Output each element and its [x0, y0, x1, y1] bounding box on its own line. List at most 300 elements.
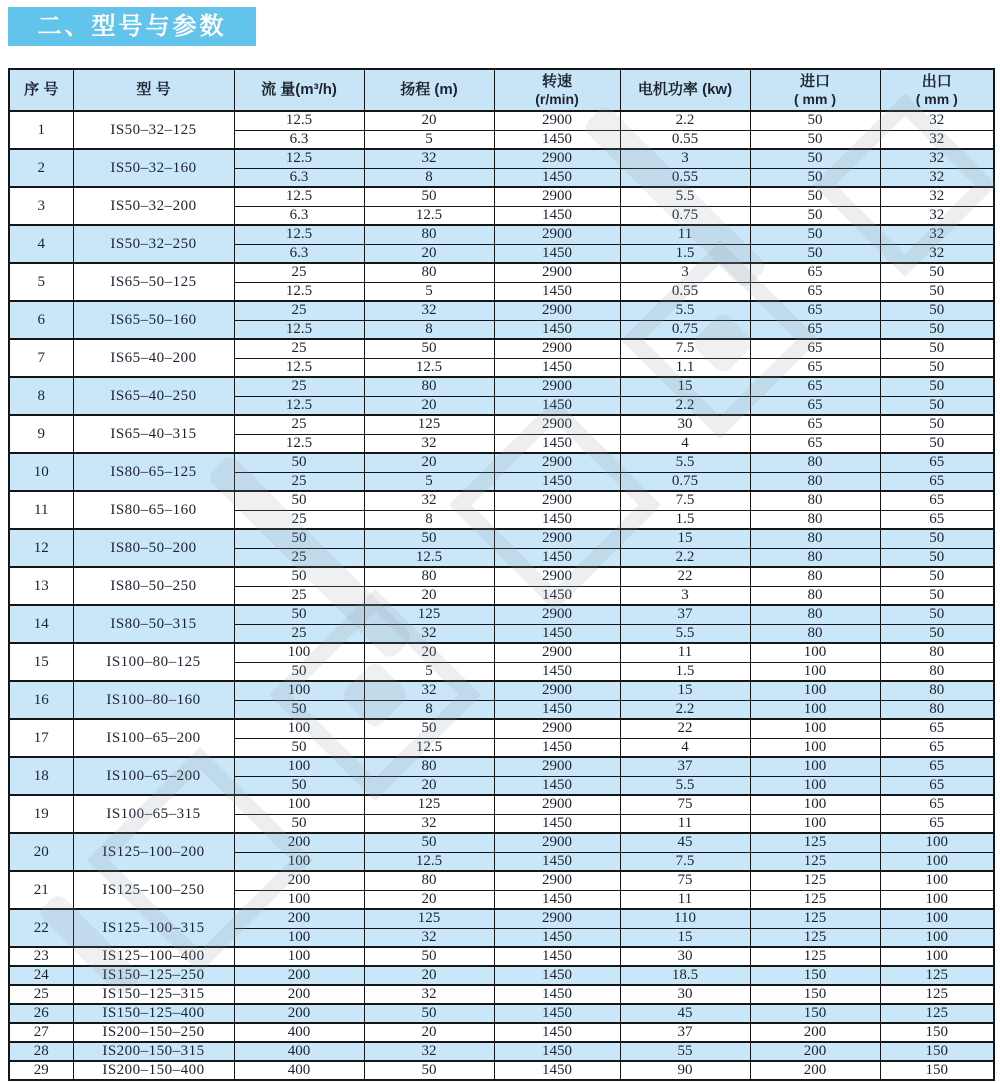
inlet-cell: 65	[750, 339, 880, 358]
serial-cell: 25	[9, 985, 73, 1004]
speed-cell: 1450	[494, 1042, 620, 1061]
head-cell: 32	[364, 149, 494, 168]
table-row	[9, 491, 994, 510]
column-header-1: 型 号	[73, 69, 234, 111]
head-cell: 125	[364, 605, 494, 624]
head-cell: 12.5	[364, 548, 494, 567]
inlet-cell: 65	[750, 377, 880, 396]
model-cell: IS50–32–160	[73, 149, 234, 187]
model-cell: IS125–100–200	[73, 833, 234, 871]
inlet-cell: 65	[750, 301, 880, 320]
inlet-cell: 80	[750, 605, 880, 624]
speed-cell: 2900	[494, 681, 620, 700]
speed-cell: 2900	[494, 605, 620, 624]
inlet-cell: 125	[750, 909, 880, 928]
head-cell: 50	[364, 719, 494, 738]
flow-cell: 100	[234, 852, 364, 871]
head-cell: 50	[364, 833, 494, 852]
power-cell: 75	[620, 795, 750, 814]
head-cell: 20	[364, 396, 494, 415]
outlet-cell: 50	[880, 548, 994, 567]
speed-cell: 1450	[494, 1004, 620, 1023]
speed-cell: 1450	[494, 396, 620, 415]
power-cell: 30	[620, 985, 750, 1004]
flow-cell: 50	[234, 567, 364, 586]
outlet-cell: 32	[880, 149, 994, 168]
inlet-cell: 100	[750, 719, 880, 738]
serial-cell: 26	[9, 1004, 73, 1023]
outlet-cell: 65	[880, 795, 994, 814]
flow-cell: 50	[234, 491, 364, 510]
flow-cell: 12.5	[234, 396, 364, 415]
model-cell: IS65–50–160	[73, 301, 234, 339]
power-cell: 0.75	[620, 472, 750, 491]
serial-cell: 8	[9, 377, 73, 415]
power-cell: 0.75	[620, 206, 750, 225]
head-cell: 5	[364, 130, 494, 149]
outlet-cell: 100	[880, 890, 994, 909]
table-row	[9, 377, 994, 396]
inlet-cell: 65	[750, 282, 880, 301]
head-cell: 32	[364, 1042, 494, 1061]
speed-cell: 2900	[494, 491, 620, 510]
flow-cell: 200	[234, 1004, 364, 1023]
outlet-cell: 125	[880, 966, 994, 985]
inlet-cell: 200	[750, 1023, 880, 1042]
inlet-cell: 125	[750, 871, 880, 890]
head-cell: 8	[364, 168, 494, 187]
inlet-cell: 150	[750, 1004, 880, 1023]
power-cell: 45	[620, 833, 750, 852]
inlet-cell: 80	[750, 510, 880, 529]
head-cell: 8	[364, 320, 494, 339]
inlet-cell: 125	[750, 852, 880, 871]
outlet-cell: 50	[880, 282, 994, 301]
serial-cell: 7	[9, 339, 73, 377]
head-cell: 32	[364, 301, 494, 320]
flow-cell: 25	[234, 263, 364, 282]
model-cell: IS50–32–200	[73, 187, 234, 225]
outlet-cell: 80	[880, 681, 994, 700]
serial-cell: 9	[9, 415, 73, 453]
flow-cell: 50	[234, 700, 364, 719]
inlet-cell: 65	[750, 320, 880, 339]
flow-cell: 12.5	[234, 187, 364, 206]
model-cell: IS200–150–315	[73, 1042, 234, 1061]
head-cell: 5	[364, 282, 494, 301]
power-cell: 0.55	[620, 168, 750, 187]
head-cell: 12.5	[364, 358, 494, 377]
column-header-2: 流 量(m³/h)	[234, 69, 364, 111]
inlet-cell: 50	[750, 225, 880, 244]
inlet-cell: 100	[750, 643, 880, 662]
outlet-cell: 65	[880, 814, 994, 833]
flow-cell: 100	[234, 795, 364, 814]
inlet-cell: 80	[750, 472, 880, 491]
power-cell: 2.2	[620, 111, 750, 130]
head-cell: 32	[364, 624, 494, 643]
table-row	[9, 263, 994, 282]
power-cell: 37	[620, 757, 750, 776]
speed-cell: 1450	[494, 985, 620, 1004]
speed-cell: 1450	[494, 548, 620, 567]
inlet-cell: 80	[750, 453, 880, 472]
flow-cell: 12.5	[234, 358, 364, 377]
table-row	[9, 453, 994, 472]
head-cell: 5	[364, 472, 494, 491]
table-row	[9, 909, 994, 928]
power-cell: 11	[620, 225, 750, 244]
flow-cell: 25	[234, 377, 364, 396]
power-cell: 5.5	[620, 624, 750, 643]
flow-cell: 25	[234, 548, 364, 567]
power-cell: 15	[620, 377, 750, 396]
serial-cell: 6	[9, 301, 73, 339]
power-cell: 22	[620, 719, 750, 738]
head-cell: 125	[364, 909, 494, 928]
outlet-cell: 150	[880, 1023, 994, 1042]
head-cell: 20	[364, 776, 494, 795]
outlet-cell: 65	[880, 719, 994, 738]
model-cell: IS125–100–315	[73, 909, 234, 947]
power-cell: 90	[620, 1061, 750, 1080]
flow-cell: 50	[234, 605, 364, 624]
power-cell: 11	[620, 643, 750, 662]
power-cell: 15	[620, 681, 750, 700]
model-cell: IS65–50–125	[73, 263, 234, 301]
speed-cell: 2900	[494, 263, 620, 282]
inlet-cell: 50	[750, 149, 880, 168]
column-header-7: 出口 ( mm )	[880, 69, 994, 111]
speed-cell: 1450	[494, 966, 620, 985]
head-cell: 80	[364, 225, 494, 244]
head-cell: 20	[364, 643, 494, 662]
inlet-cell: 80	[750, 491, 880, 510]
table-row	[9, 225, 994, 244]
table-header	[9, 69, 994, 111]
speed-cell: 2900	[494, 833, 620, 852]
flow-cell: 200	[234, 871, 364, 890]
power-cell: 75	[620, 871, 750, 890]
outlet-cell: 50	[880, 529, 994, 548]
head-cell: 20	[364, 1023, 494, 1042]
serial-cell: 3	[9, 187, 73, 225]
model-cell: IS50–32–125	[73, 111, 234, 149]
outlet-cell: 125	[880, 985, 994, 1004]
flow-cell: 100	[234, 757, 364, 776]
inlet-cell: 50	[750, 111, 880, 130]
power-cell: 15	[620, 928, 750, 947]
flow-cell: 100	[234, 681, 364, 700]
power-cell: 0.55	[620, 130, 750, 149]
flow-cell: 400	[234, 1023, 364, 1042]
serial-cell: 10	[9, 453, 73, 491]
flow-cell: 25	[234, 472, 364, 491]
power-cell: 37	[620, 605, 750, 624]
power-cell: 7.5	[620, 339, 750, 358]
inlet-cell: 200	[750, 1042, 880, 1061]
flow-cell: 100	[234, 928, 364, 947]
speed-cell: 2900	[494, 339, 620, 358]
inlet-cell: 50	[750, 168, 880, 187]
outlet-cell: 32	[880, 111, 994, 130]
serial-cell: 4	[9, 225, 73, 263]
speed-cell: 2900	[494, 643, 620, 662]
head-cell: 32	[364, 491, 494, 510]
speed-cell: 2900	[494, 149, 620, 168]
serial-cell: 18	[9, 757, 73, 795]
power-cell: 3	[620, 149, 750, 168]
outlet-cell: 50	[880, 624, 994, 643]
flow-cell: 12.5	[234, 225, 364, 244]
speed-cell: 1450	[494, 358, 620, 377]
outlet-cell: 100	[880, 928, 994, 947]
flow-cell: 12.5	[234, 320, 364, 339]
inlet-cell: 50	[750, 244, 880, 263]
table-row	[9, 947, 994, 966]
flow-cell: 12.5	[234, 149, 364, 168]
model-cell: IS100–80–160	[73, 681, 234, 719]
model-cell: IS80–65–160	[73, 491, 234, 529]
outlet-cell: 100	[880, 947, 994, 966]
outlet-cell: 50	[880, 605, 994, 624]
head-cell: 20	[364, 111, 494, 130]
serial-cell: 29	[9, 1061, 73, 1080]
table-row	[9, 605, 994, 624]
speed-cell: 1450	[494, 586, 620, 605]
flow-cell: 6.3	[234, 244, 364, 263]
serial-cell: 17	[9, 719, 73, 757]
speed-cell: 1450	[494, 282, 620, 301]
flow-cell: 100	[234, 643, 364, 662]
speed-cell: 2900	[494, 909, 620, 928]
speed-cell: 2900	[494, 187, 620, 206]
model-cell: IS65–40–250	[73, 377, 234, 415]
model-cell: IS80–50–250	[73, 567, 234, 605]
model-cell: IS65–40–200	[73, 339, 234, 377]
inlet-cell: 50	[750, 206, 880, 225]
flow-cell: 50	[234, 529, 364, 548]
speed-cell: 2900	[494, 111, 620, 130]
head-cell: 5	[364, 662, 494, 681]
power-cell: 55	[620, 1042, 750, 1061]
flow-cell: 100	[234, 890, 364, 909]
table-row	[9, 985, 994, 1004]
table-row	[9, 681, 994, 700]
table-row	[9, 339, 994, 358]
outlet-cell: 80	[880, 700, 994, 719]
outlet-cell: 100	[880, 833, 994, 852]
speed-cell: 1450	[494, 168, 620, 187]
table-row	[9, 871, 994, 890]
table-row	[9, 719, 994, 738]
outlet-cell: 50	[880, 301, 994, 320]
table-row	[9, 1061, 994, 1080]
table-row	[9, 567, 994, 586]
head-cell: 125	[364, 795, 494, 814]
head-cell: 20	[364, 453, 494, 472]
column-header-6: 进口 ( mm )	[750, 69, 880, 111]
model-cell: IS100–65–200	[73, 719, 234, 757]
head-cell: 20	[364, 244, 494, 263]
power-cell: 7.5	[620, 852, 750, 871]
power-cell: 5.5	[620, 301, 750, 320]
table-row	[9, 1042, 994, 1061]
serial-cell: 1	[9, 111, 73, 149]
inlet-cell: 65	[750, 434, 880, 453]
pump-spec-table	[8, 68, 995, 1081]
power-cell: 3	[620, 586, 750, 605]
table-row	[9, 795, 994, 814]
serial-cell: 20	[9, 833, 73, 871]
speed-cell: 1450	[494, 320, 620, 339]
model-cell: IS125–100–250	[73, 871, 234, 909]
head-cell: 20	[364, 890, 494, 909]
head-cell: 125	[364, 415, 494, 434]
head-cell: 50	[364, 1004, 494, 1023]
head-cell: 8	[364, 510, 494, 529]
table-row	[9, 1023, 994, 1042]
power-cell: 0.75	[620, 320, 750, 339]
speed-cell: 1450	[494, 814, 620, 833]
outlet-cell: 150	[880, 1061, 994, 1080]
flow-cell: 25	[234, 624, 364, 643]
inlet-cell: 125	[750, 890, 880, 909]
flow-cell: 50	[234, 453, 364, 472]
serial-cell: 13	[9, 567, 73, 605]
table-row	[9, 149, 994, 168]
model-cell: IS150–125–400	[73, 1004, 234, 1023]
head-cell: 80	[364, 567, 494, 586]
flow-cell: 25	[234, 301, 364, 320]
flow-cell: 12.5	[234, 111, 364, 130]
power-cell: 2.2	[620, 700, 750, 719]
power-cell: 110	[620, 909, 750, 928]
head-cell: 32	[364, 681, 494, 700]
speed-cell: 2900	[494, 567, 620, 586]
head-cell: 80	[364, 871, 494, 890]
power-cell: 15	[620, 529, 750, 548]
flow-cell: 6.3	[234, 206, 364, 225]
model-cell: IS150–125–315	[73, 985, 234, 1004]
table-body	[9, 111, 994, 1080]
model-cell: IS80–50–200	[73, 529, 234, 567]
head-cell: 50	[364, 1061, 494, 1080]
flow-cell: 200	[234, 909, 364, 928]
serial-cell: 2	[9, 149, 73, 187]
serial-cell: 22	[9, 909, 73, 947]
header-row	[9, 69, 994, 111]
speed-cell: 2900	[494, 529, 620, 548]
flow-cell: 200	[234, 833, 364, 852]
speed-cell: 1450	[494, 510, 620, 529]
serial-cell: 24	[9, 966, 73, 985]
speed-cell: 1450	[494, 738, 620, 757]
outlet-cell: 50	[880, 320, 994, 339]
power-cell: 5.5	[620, 453, 750, 472]
power-cell: 18.5	[620, 966, 750, 985]
power-cell: 30	[620, 947, 750, 966]
outlet-cell: 65	[880, 776, 994, 795]
outlet-cell: 65	[880, 472, 994, 491]
model-cell: IS100–65–200	[73, 757, 234, 795]
flow-cell: 12.5	[234, 434, 364, 453]
outlet-cell: 65	[880, 738, 994, 757]
model-cell: IS200–150–400	[73, 1061, 234, 1080]
outlet-cell: 32	[880, 225, 994, 244]
head-cell: 8	[364, 700, 494, 719]
flow-cell: 12.5	[234, 282, 364, 301]
outlet-cell: 32	[880, 206, 994, 225]
table-row	[9, 757, 994, 776]
model-cell: IS125–100–400	[73, 947, 234, 966]
inlet-cell: 80	[750, 624, 880, 643]
outlet-cell: 32	[880, 244, 994, 263]
outlet-cell: 50	[880, 358, 994, 377]
column-header-3: 扬程 (m)	[364, 69, 494, 111]
outlet-cell: 50	[880, 396, 994, 415]
outlet-cell: 32	[880, 187, 994, 206]
section-title-banner	[8, 7, 256, 46]
speed-cell: 1450	[494, 1061, 620, 1080]
power-cell: 7.5	[620, 491, 750, 510]
flow-cell: 6.3	[234, 130, 364, 149]
serial-cell: 21	[9, 871, 73, 909]
speed-cell: 2900	[494, 871, 620, 890]
table-row	[9, 111, 994, 130]
speed-cell: 1450	[494, 206, 620, 225]
head-cell: 12.5	[364, 852, 494, 871]
inlet-cell: 125	[750, 947, 880, 966]
inlet-cell: 80	[750, 567, 880, 586]
power-cell: 5.5	[620, 776, 750, 795]
speed-cell: 1450	[494, 434, 620, 453]
inlet-cell: 100	[750, 814, 880, 833]
speed-cell: 2900	[494, 225, 620, 244]
head-cell: 32	[364, 985, 494, 1004]
head-cell: 20	[364, 966, 494, 985]
power-cell: 0.55	[620, 282, 750, 301]
flow-cell: 100	[234, 947, 364, 966]
inlet-cell: 150	[750, 966, 880, 985]
outlet-cell: 50	[880, 377, 994, 396]
outlet-cell: 100	[880, 909, 994, 928]
serial-cell: 11	[9, 491, 73, 529]
flow-cell: 50	[234, 662, 364, 681]
model-cell: IS50–32–250	[73, 225, 234, 263]
power-cell: 11	[620, 890, 750, 909]
flow-cell: 400	[234, 1042, 364, 1061]
model-cell: IS100–65–315	[73, 795, 234, 833]
inlet-cell: 100	[750, 757, 880, 776]
power-cell: 5.5	[620, 187, 750, 206]
inlet-cell: 50	[750, 187, 880, 206]
speed-cell: 2900	[494, 301, 620, 320]
speed-cell: 2900	[494, 377, 620, 396]
inlet-cell: 65	[750, 358, 880, 377]
power-cell: 1.5	[620, 510, 750, 529]
head-cell: 20	[364, 586, 494, 605]
speed-cell: 1450	[494, 776, 620, 795]
model-cell: IS80–50–315	[73, 605, 234, 643]
outlet-cell: 50	[880, 415, 994, 434]
head-cell: 50	[364, 187, 494, 206]
inlet-cell: 80	[750, 548, 880, 567]
flow-cell: 100	[234, 719, 364, 738]
model-cell: IS200–150–250	[73, 1023, 234, 1042]
column-header-4: 转速 (r/min)	[494, 69, 620, 111]
model-cell: IS65–40–315	[73, 415, 234, 453]
